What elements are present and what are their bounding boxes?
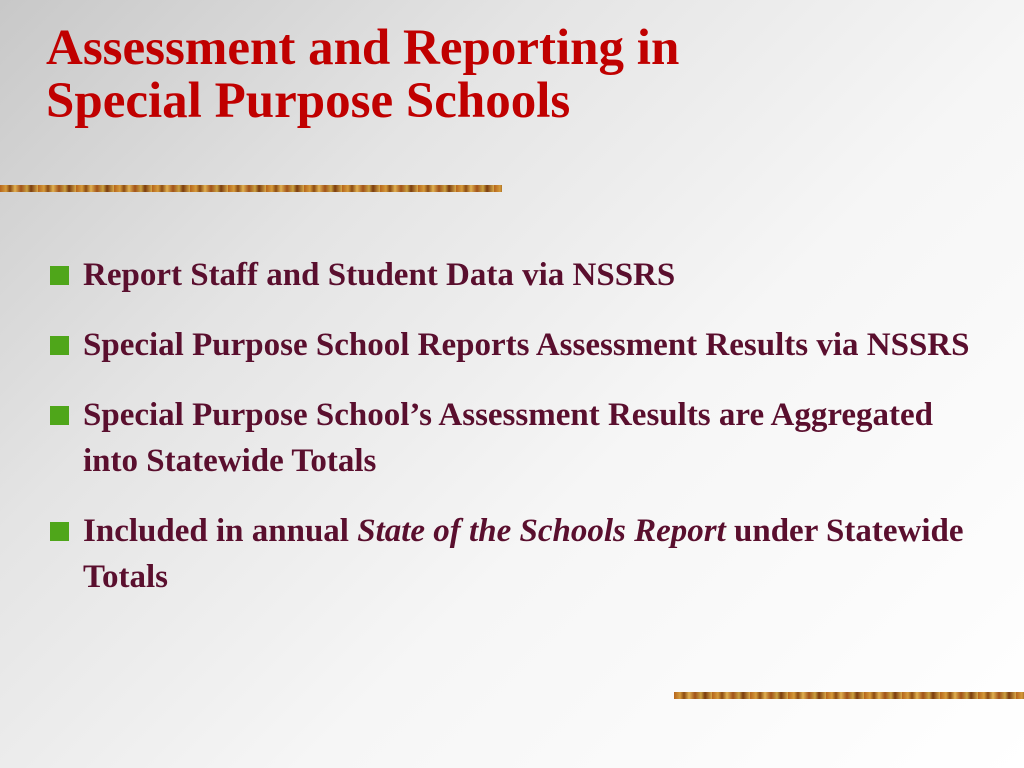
title-line-1: Assessment and Reporting in — [46, 20, 680, 76]
square-bullet-icon — [50, 406, 69, 425]
slide-title — [46, 22, 986, 128]
bullet-text-before: Included in annual — [83, 513, 358, 549]
square-bullet-icon — [50, 522, 69, 541]
title-line-2: Special Purpose Schools — [46, 73, 571, 129]
square-bullet-icon — [50, 266, 69, 285]
report-name-italic: State of the Schools Report — [357, 513, 726, 549]
title-underline-rule — [0, 185, 502, 192]
bullet-item — [46, 508, 986, 600]
footer-rule — [674, 692, 1024, 699]
bullet-item — [46, 252, 986, 298]
bullet-item — [46, 392, 986, 484]
bullet-text: Report Staff and Student Data via NSSRS — [83, 257, 676, 293]
bullet-list — [46, 252, 986, 624]
bullet-item — [46, 322, 986, 368]
square-bullet-icon — [50, 336, 69, 355]
bullet-text: Special Purpose School’s Assessment Results are Aggregated into Statewide Totals — [83, 397, 934, 479]
bullet-text: Special Purpose School Reports Assessment Results via NSSRS — [83, 327, 970, 363]
bullet-text-after: under Statewide Totals — [83, 513, 964, 595]
